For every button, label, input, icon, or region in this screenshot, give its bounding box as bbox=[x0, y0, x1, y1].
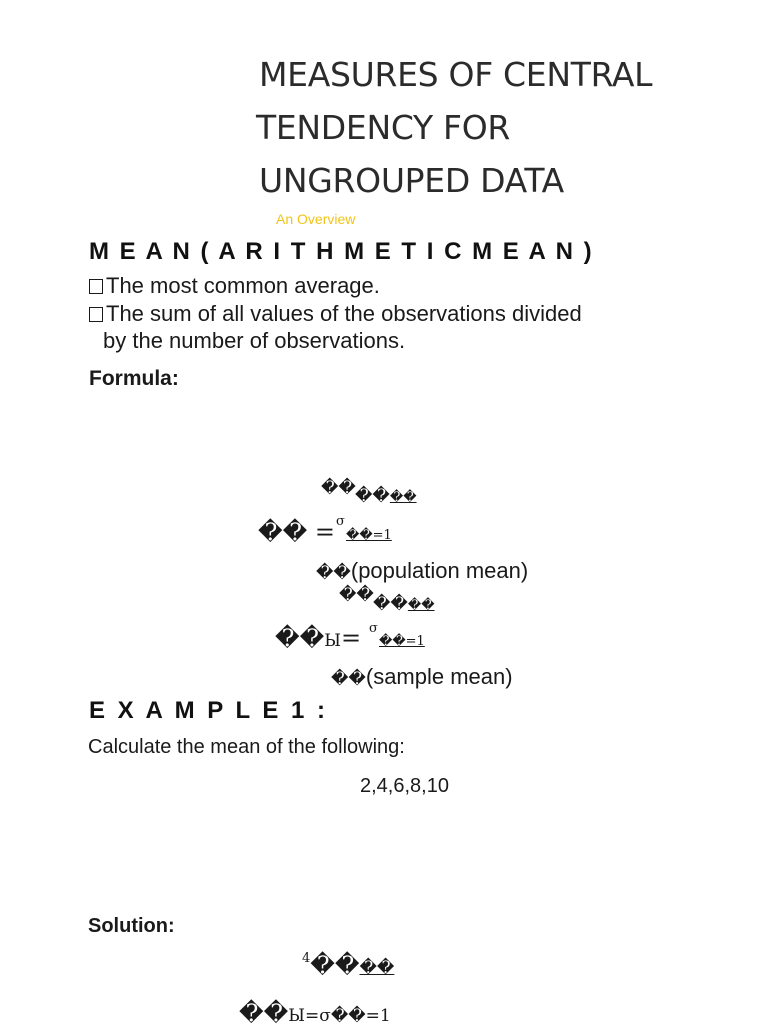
pop-formula-top-underlined: �� bbox=[389, 490, 417, 505]
sample-formula-top-right bbox=[373, 594, 435, 614]
sample-formula-top-left: �� bbox=[339, 585, 374, 605]
bullet-item-2 bbox=[89, 301, 582, 327]
pop-formula-lhs: �� = bbox=[258, 518, 335, 546]
solution-formula-lhs: �� bbox=[239, 999, 289, 1027]
solution-formula-top-number: 4 bbox=[302, 951, 311, 966]
sample-formula-lhs: �� bbox=[275, 624, 325, 652]
pop-formula-sum-index: ��=1 bbox=[346, 528, 392, 543]
bullet-continuation: by the number of observations. bbox=[103, 328, 406, 353]
checkbox-bullet-icon bbox=[89, 279, 103, 294]
pop-formula-top-right bbox=[355, 486, 417, 506]
solution-formula-top-symbols: �� bbox=[310, 951, 360, 979]
sample-formula-sum-index: ��=1 bbox=[379, 634, 425, 649]
formula-label: Formula: bbox=[89, 367, 179, 390]
mean-heading: M E A N ( A R I T H M E T I C M E A N ) bbox=[89, 238, 594, 265]
solution-formula-sum-index: ��=1 bbox=[330, 1006, 391, 1026]
population-mean-label: (population mean) bbox=[350, 558, 529, 583]
sample-formula-lhs-row bbox=[275, 624, 361, 652]
checkbox-bullet-icon bbox=[89, 307, 103, 322]
bullet-text-1: The most common average. bbox=[106, 273, 380, 298]
sample-formula-equals: = bbox=[340, 624, 362, 652]
solution-formula-equals-sigma: =σ bbox=[304, 1006, 331, 1026]
page-title-line-3: UNGROUPED DATA bbox=[259, 161, 564, 200]
pop-formula-denominator: �� bbox=[316, 563, 351, 583]
bullet-item-1 bbox=[89, 273, 380, 299]
solution-formula-lhs-sub: Ы bbox=[288, 1006, 305, 1026]
page-title-line-2: TENDENCY FOR bbox=[256, 108, 511, 147]
solution-formula-top-row bbox=[302, 951, 394, 979]
sample-formula-denominator: �� bbox=[331, 669, 366, 689]
pop-formula-top-right-symbols: �� bbox=[355, 486, 390, 506]
solution-formula-lhs-row bbox=[239, 999, 391, 1027]
solution-formula-top-underlined: �� bbox=[359, 958, 395, 978]
solution-label: Solution: bbox=[88, 915, 175, 937]
example-heading: E X A M P L E 1 : bbox=[89, 697, 329, 724]
sample-formula-lhs-sub: Ы bbox=[324, 631, 341, 651]
pop-formula-sigma: σ bbox=[336, 514, 345, 529]
sample-formula-sigma: σ bbox=[369, 621, 378, 636]
sample-formula-top-right-symbols: �� bbox=[373, 594, 408, 614]
pop-formula-denominator-row bbox=[316, 558, 528, 584]
overview-subtitle: An Overview bbox=[276, 211, 356, 227]
page-title-line-1: MEASURES OF CENTRAL bbox=[259, 55, 653, 94]
sample-mean-label: (sample mean) bbox=[365, 664, 513, 689]
sample-formula-top-underlined: �� bbox=[407, 598, 435, 613]
pop-formula-top-left: �� bbox=[321, 478, 356, 498]
example-values: 2,4,6,8,10 bbox=[360, 775, 449, 797]
example-instruction: Calculate the mean of the following: bbox=[88, 736, 405, 758]
sample-formula-denominator-row bbox=[331, 664, 513, 690]
bullet-text-2: The sum of all values of the observations divided bbox=[106, 301, 582, 326]
